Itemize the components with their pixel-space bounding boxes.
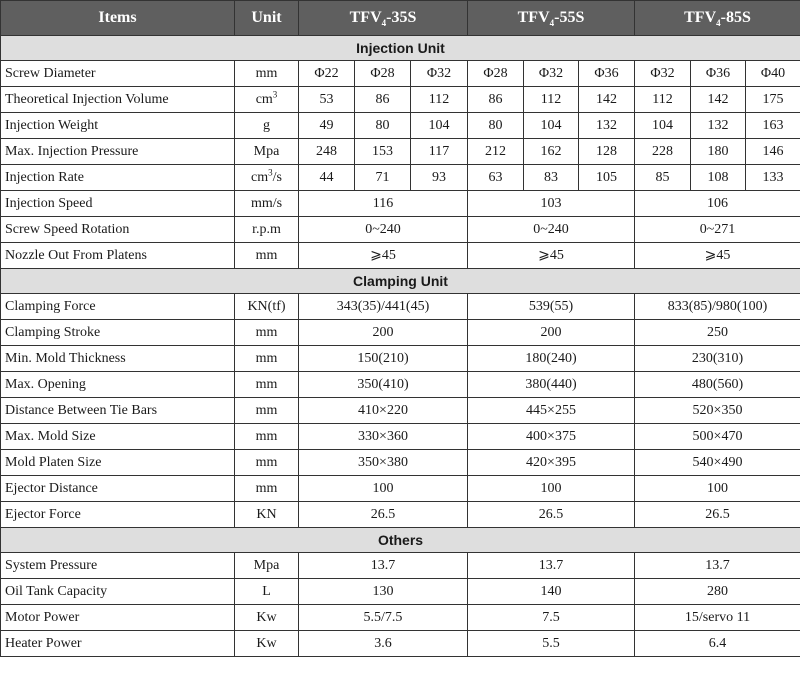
table-cell: 105 [579,165,635,191]
table-cell: ⩾45 [468,243,635,269]
table-cell: Φ36 [691,61,746,87]
table-cell: 140 [468,579,635,605]
table-row [1,450,800,476]
table-cell: 248 [299,139,355,165]
header-row [1,1,800,36]
table-cell: 26.5 [468,502,635,528]
table-cell: 410×220 [299,398,468,424]
row-label: Mold Platen Size [1,450,235,476]
row-unit: L [235,579,299,605]
table-cell: 180(240) [468,346,635,372]
table-cell: 228 [635,139,691,165]
row-unit: r.p.m [235,217,299,243]
row-label: Screw Speed Rotation [1,217,235,243]
row-unit: Mpa [235,553,299,579]
table-cell: 3.6 [299,631,468,657]
table-cell: ⩾45 [635,243,800,269]
table-cell: 540×490 [635,450,800,476]
table-cell: 80 [468,113,524,139]
unit-header: Unit [235,1,299,36]
row-unit: Mpa [235,139,299,165]
table-cell: 100 [635,476,800,502]
table-cell: 63 [468,165,524,191]
table-cell: 117 [411,139,468,165]
table-cell: 520×350 [635,398,800,424]
row-label: Injection Rate [1,165,235,191]
table-cell: 146 [746,139,800,165]
table-cell: 71 [355,165,411,191]
table-cell: 100 [468,476,635,502]
table-cell: 103 [468,191,635,217]
table-cell: 162 [524,139,579,165]
table-cell: 400×375 [468,424,635,450]
row-label: Max. Injection Pressure [1,139,235,165]
row-label: Oil Tank Capacity [1,579,235,605]
table-cell: 80 [355,113,411,139]
model-header-35s: $TFV_4-35S$ [299,1,468,36]
table-cell: 0~271 [635,217,800,243]
row-unit: mm [235,243,299,269]
table-row [1,217,800,243]
row-unit: $cm^3/s$ [235,165,299,191]
table-row [1,320,800,346]
table-cell: 0~240 [468,217,635,243]
row-label: Ejector Distance [1,476,235,502]
table-row [1,165,800,191]
table-cell: 15/servo 11 [635,605,800,631]
table-cell: 380(440) [468,372,635,398]
table-cell: 500×470 [635,424,800,450]
row-unit: mm [235,398,299,424]
table-cell: 200 [299,320,468,346]
row-label: Nozzle Out From Platens [1,243,235,269]
section-title: Others [1,528,800,553]
table-cell: 108 [691,165,746,191]
row-unit: g [235,113,299,139]
table-cell: 13.7 [299,553,468,579]
row-unit: mm [235,424,299,450]
table-row [1,243,800,269]
table-row [1,398,800,424]
row-label: Min. Mold Thickness [1,346,235,372]
row-label: Heater Power [1,631,235,657]
table-cell: 343(35)/441(45) [299,294,468,320]
table-row [1,579,800,605]
table-cell: Φ32 [524,61,579,87]
table-cell: 112 [524,87,579,113]
table-cell: 85 [635,165,691,191]
table-row [1,294,800,320]
table-cell: 7.5 [468,605,635,631]
table-cell: Φ28 [355,61,411,87]
table-cell: 142 [579,87,635,113]
table-cell: 250 [635,320,800,346]
table-cell: 153 [355,139,411,165]
row-unit: Kw [235,631,299,657]
table-row [1,346,800,372]
table-cell: 5.5/7.5 [299,605,468,631]
table-cell: 104 [524,113,579,139]
row-label: System Pressure [1,553,235,579]
row-label: Distance Between Tie Bars [1,398,235,424]
section-title: Clamping Unit [1,269,800,294]
table-cell: 13.7 [635,553,800,579]
table-cell: 100 [299,476,468,502]
row-unit: KN [235,502,299,528]
table-cell: 280 [635,579,800,605]
table-cell: 5.5 [468,631,635,657]
table-cell: 49 [299,113,355,139]
table-cell: 150(210) [299,346,468,372]
table-cell: 130 [299,579,468,605]
table-cell: 44 [299,165,355,191]
table-cell: 539(55) [468,294,635,320]
row-label: Clamping Force [1,294,235,320]
table-cell: 420×395 [468,450,635,476]
model-header-85s: $TFV_4-85S$ [635,1,800,36]
row-label: Max. Opening [1,372,235,398]
row-unit: mm [235,346,299,372]
table-cell: 175 [746,87,800,113]
table-cell: 13.7 [468,553,635,579]
table-row [1,113,800,139]
table-cell: Φ36 [579,61,635,87]
table-row [1,372,800,398]
section-row-injection [1,36,800,61]
row-unit: mm [235,476,299,502]
section-title: Injection Unit [1,36,800,61]
row-label: Motor Power [1,605,235,631]
table-cell: 26.5 [635,502,800,528]
table-cell: Φ40 [746,61,800,87]
table-row [1,605,800,631]
table-cell: 833(85)/980(100) [635,294,800,320]
row-unit: mm [235,450,299,476]
table-cell: 26.5 [299,502,468,528]
row-label: Theoretical Injection Volume [1,87,235,113]
table-cell: ⩾45 [299,243,468,269]
table-cell: 112 [635,87,691,113]
table-cell: 133 [746,165,800,191]
row-unit: Kw [235,605,299,631]
items-header: Items [1,1,235,36]
row-unit: mm [235,372,299,398]
row-label: Clamping Stroke [1,320,235,346]
row-label: Screw Diameter [1,61,235,87]
table-cell: 180 [691,139,746,165]
table-cell: 112 [411,87,468,113]
section-row-clamping [1,269,800,294]
table-cell: Φ32 [635,61,691,87]
row-unit: mm [235,320,299,346]
row-label: Ejector Force [1,502,235,528]
table-cell: 212 [468,139,524,165]
table-row [1,631,800,657]
table-cell: 86 [468,87,524,113]
table-row [1,424,800,450]
table-row [1,502,800,528]
table-row [1,61,800,87]
table-cell: 116 [299,191,468,217]
row-unit: mm [235,61,299,87]
table-cell: 132 [691,113,746,139]
table-row [1,553,800,579]
table-row [1,476,800,502]
table-row [1,191,800,217]
table-cell: 6.4 [635,631,800,657]
row-label: Max. Mold Size [1,424,235,450]
table-cell: 350×380 [299,450,468,476]
table-cell: 230(310) [635,346,800,372]
table-cell: 142 [691,87,746,113]
row-unit: KN(tf) [235,294,299,320]
table-cell: 53 [299,87,355,113]
table-cell: 83 [524,165,579,191]
table-cell: Φ28 [468,61,524,87]
model-header-55s: $TFV_4-55S$ [468,1,635,36]
table-cell: 128 [579,139,635,165]
row-label: Injection Weight [1,113,235,139]
table-cell: 163 [746,113,800,139]
table-cell: 86 [355,87,411,113]
table-cell: Φ22 [299,61,355,87]
table-row [1,87,800,113]
table-cell: 200 [468,320,635,346]
table-cell: 106 [635,191,800,217]
table-cell: Φ32 [411,61,468,87]
table-cell: 104 [411,113,468,139]
section-row-others [1,528,800,553]
table-cell: 445×255 [468,398,635,424]
row-label: Injection Speed [1,191,235,217]
row-unit: mm/s [235,191,299,217]
table-cell: 480(560) [635,372,800,398]
row-unit: $cm^3$ [235,87,299,113]
table-cell: 350(410) [299,372,468,398]
table-cell: 93 [411,165,468,191]
table-cell: 330×360 [299,424,468,450]
table-cell: 132 [579,113,635,139]
table-cell: 104 [635,113,691,139]
table-cell: 0~240 [299,217,468,243]
table-row [1,139,800,165]
